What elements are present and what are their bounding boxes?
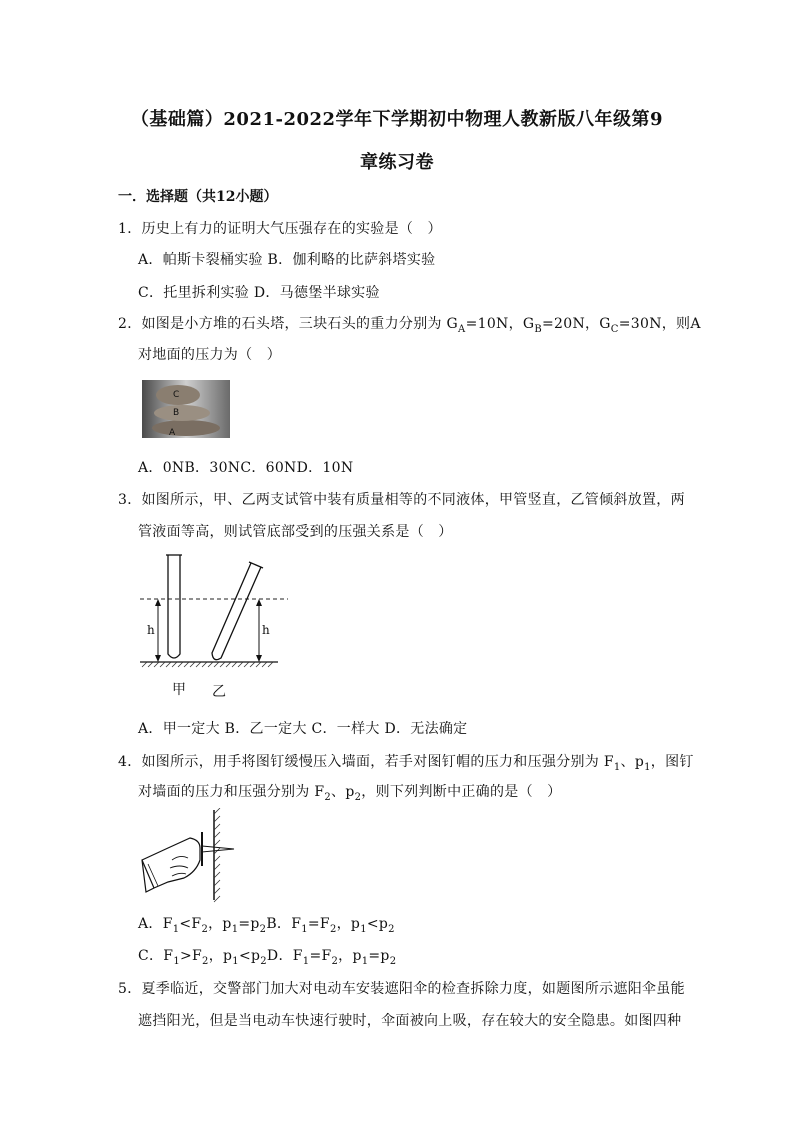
tack-pin bbox=[202, 846, 234, 852]
stone-a bbox=[152, 420, 220, 436]
stone-tower-figure bbox=[142, 380, 230, 438]
section-heading: 一．选择题（共12小题） bbox=[118, 189, 278, 205]
doc-title-line2: 章练习卷 bbox=[360, 152, 434, 173]
q1-stem: 1．历史上有力的证明大气压强存在的实验是（ ） bbox=[118, 221, 442, 237]
thumbtack-figure bbox=[138, 808, 248, 903]
label-yi: 乙 bbox=[212, 684, 226, 700]
label-b: B bbox=[173, 408, 180, 418]
wall-hatching bbox=[214, 808, 220, 902]
hand bbox=[142, 838, 200, 892]
ground-hatching bbox=[142, 662, 273, 667]
h-label-right: h bbox=[262, 623, 270, 637]
stone-b bbox=[154, 405, 210, 421]
q1-options-cd: C．托里拆利实验 D．马德堡半球实验 bbox=[138, 285, 380, 301]
q2-stem-cont: 对地面的压力为（ ） bbox=[138, 347, 281, 363]
q4-options-ab: A．$F_1<F_2$，$p_1=p_2B$．$F_1=F_2$，$p_1<p_2$ bbox=[138, 916, 395, 935]
q4-stem: 4．如图所示，用手将图钉缓慢压入墙面，若手对图钉帽的压力和压强分别为 $F_1$、$p_1$，图钉 bbox=[118, 754, 694, 773]
q3-options: A．甲一定大 B．乙一定大 C．一样大 D．无法确定 bbox=[138, 721, 468, 737]
tube-yi bbox=[212, 563, 261, 660]
label-jia: 甲 bbox=[172, 682, 186, 698]
q5-stem-cont: 遮挡阳光，但是当电动车快速行驶时，伞面被向上吸，存在较大的安全隐患。如图四种 bbox=[138, 1013, 682, 1029]
label-a: A bbox=[169, 428, 176, 438]
q3-stem-cont: 管液面等高，则试管底部受到的压强关系是（ ） bbox=[138, 524, 453, 540]
tube-jia bbox=[168, 555, 180, 658]
h-label-left: h bbox=[147, 623, 155, 637]
q5-stem: 5．夏季临近，交警部门加大对电动车安装遮阳伞的检查拆除力度，如题图所示遮阳伞虽能 bbox=[118, 981, 685, 997]
doc-title-line1: （基础篇）2021-2022学年下学期初中物理人教新版八年级第9 bbox=[130, 109, 664, 130]
q2-stem: 2．如图是小方堆的石头塔，三块石头的重力分别为 $G_A=10N$，$G_B=20N$，$G_C=30N$，则A bbox=[118, 316, 701, 335]
q4-stem-cont: 对墙面的压力和压强分别为 $F_2$、$p_2$，则下列判断中正确的是（ ） bbox=[138, 784, 562, 803]
q3-stem: 3．如图所示，甲、乙两支试管中装有质量相等的不同液体，甲管竖直，乙管倾斜放置，两 bbox=[118, 492, 685, 508]
label-c: C bbox=[173, 390, 180, 400]
q1-options-ab: A．帕斯卡裂桶实验 B．伽利略的比萨斜塔实验 bbox=[138, 252, 436, 268]
tube-yi-rim bbox=[249, 562, 263, 568]
test-tubes-figure bbox=[138, 550, 288, 700]
q4-options-cd: C．$F_1>F_2$，$p_1<p_2D$．$F_1=F_2$，$p_1=p_2$ bbox=[138, 948, 397, 967]
q2-options: A．0NB．30NC．60ND．10N bbox=[138, 460, 354, 476]
